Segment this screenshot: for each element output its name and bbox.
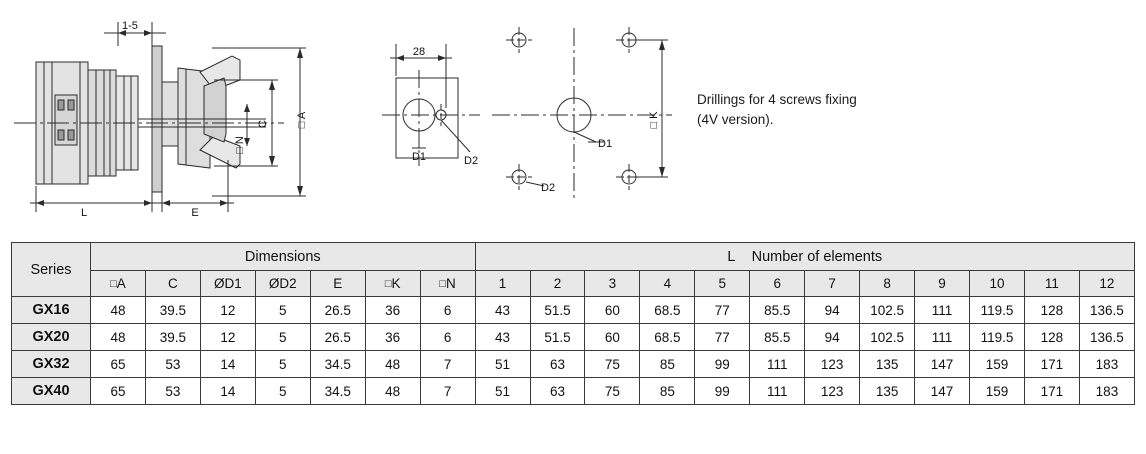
- cell-dim: 34.5: [310, 378, 365, 405]
- cell-element: 171: [1024, 351, 1079, 378]
- cell-dim: 12: [200, 324, 255, 351]
- dimensions-table-wrapper: [11, 242, 1135, 405]
- header-element-11: 11: [1024, 271, 1079, 297]
- cell-element: 159: [970, 378, 1025, 405]
- label-dim-d1-right: D1: [598, 138, 613, 150]
- cell-dim: 36: [365, 297, 420, 324]
- label-dim-1-5: 1-5: [122, 20, 138, 32]
- cell-element: 43: [475, 297, 530, 324]
- cell-element: 111: [915, 324, 970, 351]
- table-head: [12, 243, 1135, 297]
- cell-dim: 34.5: [310, 351, 365, 378]
- drilling-note: [697, 90, 857, 130]
- cell-series-gx16: GX16: [12, 297, 91, 324]
- cell-dim: 39.5: [145, 324, 200, 351]
- label-dim-n: □ N: [234, 136, 246, 154]
- cell-dim: 65: [91, 378, 146, 405]
- table-head-row-2: [12, 271, 1135, 297]
- table-row: [12, 378, 1135, 405]
- cell-element: 43: [475, 324, 530, 351]
- cell-element: 171: [1024, 378, 1079, 405]
- header-dim-d1: ØD1: [200, 271, 255, 297]
- cell-element: 147: [915, 351, 970, 378]
- cell-element: 123: [805, 378, 860, 405]
- cell-element: 51.5: [530, 324, 585, 351]
- cell-element: 128: [1024, 297, 1079, 324]
- cell-element: 68.5: [640, 324, 695, 351]
- cell-element: 85.5: [750, 324, 805, 351]
- cell-dim: 6: [420, 297, 475, 324]
- cell-dim: 5: [255, 324, 310, 351]
- cell-element: 63: [530, 378, 585, 405]
- cell-element: 77: [695, 324, 750, 351]
- cell-element: 60: [585, 297, 640, 324]
- cell-element: 111: [750, 378, 805, 405]
- header-element-4: 4: [640, 271, 695, 297]
- cell-dim: 7: [420, 378, 475, 405]
- cell-element: 102.5: [860, 297, 915, 324]
- cell-dim: 53: [145, 351, 200, 378]
- cell-element: 77: [695, 297, 750, 324]
- cell-element: 135: [860, 378, 915, 405]
- cell-element: 51: [475, 378, 530, 405]
- header-dim-n: □N: [420, 271, 475, 297]
- cell-element: 183: [1079, 378, 1134, 405]
- cell-dim: 12: [200, 297, 255, 324]
- cell-dim: 65: [91, 351, 146, 378]
- cell-element: 159: [970, 351, 1025, 378]
- cell-element: 68.5: [640, 297, 695, 324]
- label-dim-d1-left: D1: [411, 151, 427, 163]
- header-element-7: 7: [805, 271, 860, 297]
- header-series: Series: [12, 243, 91, 297]
- cell-element: 136.5: [1079, 324, 1134, 351]
- header-dimensions: Dimensions: [91, 243, 476, 271]
- cell-element: 99: [695, 351, 750, 378]
- cell-series-gx20: GX20: [12, 324, 91, 351]
- cell-series-gx40: GX40: [12, 378, 91, 405]
- cell-dim: 14: [200, 351, 255, 378]
- header-number-of-elements: [475, 243, 1134, 271]
- cell-element: 85: [640, 378, 695, 405]
- cell-dim: 6: [420, 324, 475, 351]
- cell-dim: 39.5: [145, 297, 200, 324]
- cell-dim: 5: [255, 297, 310, 324]
- label-dim-c: C: [257, 120, 269, 128]
- cell-element: 51.5: [530, 297, 585, 324]
- cell-element: 85: [640, 351, 695, 378]
- table-row: [12, 297, 1135, 324]
- label-dim-d2-left: D2: [464, 155, 479, 167]
- cell-dim: 26.5: [310, 297, 365, 324]
- cell-dim: 7: [420, 351, 475, 378]
- cell-element: 94: [805, 297, 860, 324]
- cell-element: 63: [530, 351, 585, 378]
- cell-element: 135: [860, 351, 915, 378]
- header-dim-a: □A: [91, 271, 146, 297]
- header-dim-e: E: [310, 271, 365, 297]
- cell-dim: 14: [200, 378, 255, 405]
- cell-element: 123: [805, 351, 860, 378]
- header-dim-k: □K: [365, 271, 420, 297]
- header-element-8: 8: [860, 271, 915, 297]
- table-row: [12, 324, 1135, 351]
- drilling-note-line1: Drillings for 4 screws fixing: [697, 92, 857, 107]
- table-head-row-1: [12, 243, 1135, 271]
- header-element-9: 9: [915, 271, 970, 297]
- cell-element: 99: [695, 378, 750, 405]
- cell-element: 111: [915, 297, 970, 324]
- dimensions-table: [11, 242, 1135, 405]
- header-element-1: 1: [475, 271, 530, 297]
- cell-element: 51: [475, 351, 530, 378]
- label-dim-d2-right: D2: [541, 182, 556, 194]
- header-element-2: 2: [530, 271, 585, 297]
- table-body: [12, 297, 1135, 405]
- header-element-10: 10: [970, 271, 1025, 297]
- cell-element: 85.5: [750, 297, 805, 324]
- header-dim-c: C: [145, 271, 200, 297]
- header-elements-l: L: [727, 248, 736, 265]
- cell-element: 111: [750, 351, 805, 378]
- cell-dim: 26.5: [310, 324, 365, 351]
- label-dim-l: L: [80, 207, 88, 219]
- header-element-6: 6: [750, 271, 805, 297]
- cell-element: 75: [585, 378, 640, 405]
- table-row: [12, 351, 1135, 378]
- cell-dim: 48: [91, 324, 146, 351]
- cell-element: 128: [1024, 324, 1079, 351]
- drilling-note-line2: (4V version).: [697, 112, 774, 127]
- cell-dim: 36: [365, 324, 420, 351]
- label-dim-e: E: [191, 207, 199, 219]
- cell-dim: 53: [145, 378, 200, 405]
- cell-dim: 48: [91, 297, 146, 324]
- cell-element: 102.5: [860, 324, 915, 351]
- header-element-3: 3: [585, 271, 640, 297]
- cell-dim: 5: [255, 351, 310, 378]
- cell-element: 94: [805, 324, 860, 351]
- cell-element: 60: [585, 324, 640, 351]
- cell-element: 183: [1079, 351, 1134, 378]
- header-dim-d2: ØD2: [255, 271, 310, 297]
- cell-element: 75: [585, 351, 640, 378]
- header-element-12: 12: [1079, 271, 1134, 297]
- cell-series-gx32: GX32: [12, 351, 91, 378]
- header-elements-text: Number of elements: [751, 248, 883, 265]
- cell-dim: 48: [365, 378, 420, 405]
- label-dim-28: 28: [412, 46, 426, 58]
- cell-element: 119.5: [970, 324, 1025, 351]
- cell-element: 136.5: [1079, 297, 1134, 324]
- cell-dim: 48: [365, 351, 420, 378]
- label-dim-a: □ A: [296, 111, 308, 129]
- cell-element: 119.5: [970, 297, 1025, 324]
- header-element-5: 5: [695, 271, 750, 297]
- cell-dim: 5: [255, 378, 310, 405]
- label-dim-k: □ K: [648, 111, 660, 129]
- cell-element: 147: [915, 378, 970, 405]
